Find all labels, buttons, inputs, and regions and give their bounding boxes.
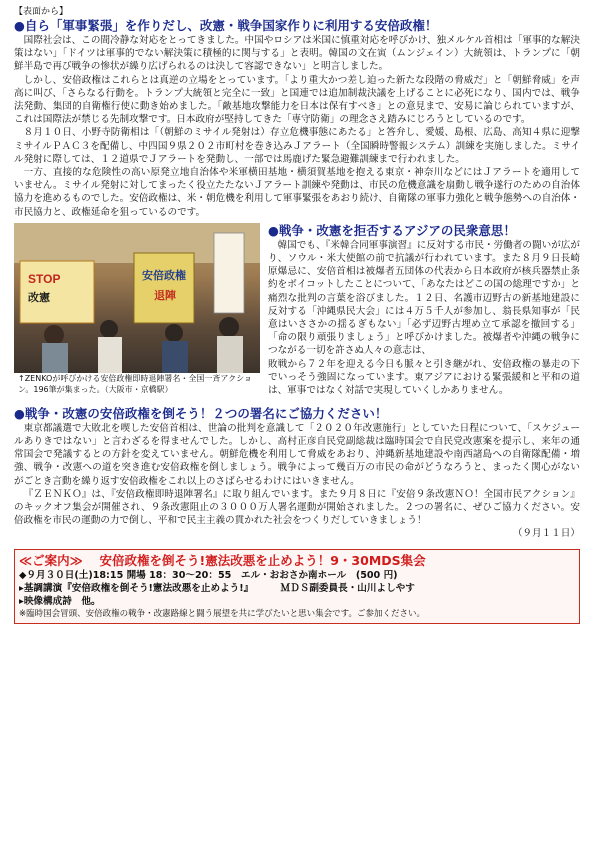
sign-board (134, 253, 194, 323)
paragraph: 国際社会は、この間冷静な対応をとってきました。中国やロシアは米国に慎重対応を呼びかけ、独メルケル首相は「軍事的な解決策はない」「ドイツは軍事的でない解決策に積極的に関与する」と表明。韓国の文在寅（ムンジェイン）大統領は、トランプに「朝鮮半島で再び戦争の惨状が繰り広げられるのは決して容認できない」と明言しました。 (14, 35, 580, 73)
photo-section (14, 223, 580, 403)
event-banner (14, 549, 580, 624)
paragraph: 一方、直接的な危険性の高い原発立地自治体や米軍横田基地・横須賀基地を抱える東京・神奈川などにはＪアラートを適用していません。ミサイル発射に対してまったく役立たたないＪアラート訓練や発動は、市民の危機意識を扇動し戦争遂行のための自治体協力を進めるものでした。安倍政権は、米・朝危機を利用して軍事緊張をあおり続け、自衛隊の軍事力強化と戦争態勢への自治体・市民協力と、政権延命を狙っているのです。 (14, 167, 580, 218)
paragraph: 東京都議選で大敗北を喫した安倍首相は、世論の批判を意識して「２０２０年改憲施行」としていた日程について、「スケジュールありきではない」と言わざるを得ませんでした。しかし、高村正彦自民党副総裁は臨時国会で自民党改憲案を提示し、来年の通常国会で発議するとの方針を変えていません。朝鮮危機を利用して脅威をあおり、沖縄新基地建設や南西諸島への自衛隊配備・増強、戦争・改憲への道を突き進む安倍政権を倒しましょう。戦争によって幾百万の市民の命がどうなろうと、まったく関心がないがごとき言動を繰り返す安倍政権をこれ以上のさばらせるわけにはいきません。 (14, 422, 580, 487)
heading-asian-will: ●戦争・改憲を拒否するアジアの民衆意思！ (268, 222, 516, 238)
person-head (165, 324, 183, 342)
banner-text-2: 改憲 (28, 290, 50, 304)
protest-photo (14, 223, 260, 401)
sign-text-2: 退陣 (154, 288, 176, 302)
sign-text-1: 安倍政権 (142, 268, 186, 282)
event-title: ≪ご案内≫ 安倍政権を倒そう!憲法改悪を止めよう！9・30MDS集会 (19, 552, 426, 568)
photo-caption: ↑ZENKOが呼びかける安倍政権即時退陣署名・全国一斉アクション。196筆が集まった。（大阪市・京橋駅） (18, 373, 252, 394)
event-keynote: ▸基調講演『安倍政権を倒そう!憲法改悪を止めよう!』 ＭＤＳ副委員長・山川よしやす (19, 582, 415, 594)
person-head (44, 325, 64, 345)
photo-image (14, 223, 260, 373)
paragraph: 敗戦から７２年を迎える今日も脈々と引き継がれ、安倍政権の暴走の下でいっそう強固になっています。東アジアにおける緊張緩和と平和の道は、軍事ではなく対話で実現していくしかありません。 (268, 358, 580, 397)
page (14, 6, 580, 624)
person-body (217, 336, 243, 373)
banner-text-1: STOP (28, 271, 61, 286)
person-head (219, 317, 239, 337)
person-body (42, 343, 68, 373)
person-head (100, 320, 118, 338)
person-body (162, 341, 188, 373)
event-note: ※臨時国会冒頭、安倍政権の戦争・改憲路線と闘う展望を共に学びたいと思い集会です。ご参加ください。 (19, 608, 425, 619)
paragraph: しかし、安倍政権はこれらとは真逆の立場をとっています。「より重大かつ差し迫った新たな段階の脅威だ」と「朝鮮脅威」を声高に叫び、「さらなる行動を。トランプ大統領と完全に一致」と国連では追加制裁決議を上げることに必死になり、国内では、戦争法発動、集団的自衛権行使に動き始めました。「敵基地攻撃能力を日本は保有すべき」との意見まで、安易に論じられていますが、これは国際法が禁じる先制攻撃です。日本政府が堅持してきた「専守防衛」の理念さえ踏みにじろうとしているのです。 (14, 74, 580, 126)
person-body (98, 337, 122, 373)
paragraph: 韓国でも、『米韓合同軍事演習』に反対する市民・労働者の闘いが広がり、ソウル・米大使館の前で抗議が行われています。また８月９日長崎原爆忌に、安倍首相は被爆者五団体の代表から日本政府が核兵器禁止条約をボイコットしたことについて、「あなたはどこの国の総理ですか」と痛烈な批判の言葉を浴びました。１２日、名護市辺野古の新基地建設に反対する「沖縄県民大会」には４万５千人が参加し、翁長県知事が「民意はいささかの揺るぎもない」「必ず辺野古埋め立て承認を撤回する」「命の限り頑張りましょう」と呼びかけました。被爆者や沖縄の戦争につながる一切を許さぬ人々の意志は、 (268, 239, 580, 357)
heading-military-tension: ●自ら「軍事緊張」を作りだし、改憲・戦争国家作りに利用する安倍政権！ (14, 18, 438, 33)
heading-petition: ●戦争・改憲の安倍政権を倒そう！２つの署名にご協力ください！ (14, 405, 388, 421)
paragraph: 『ＺＥＮＫＯ』は、『安倍政権即時退陣署名』に取り組んでいます。また９月８日に『安倍９条改憲ＮＯ！全国市民アクション』のキックオフ集会が開催され、９条改憲阻止の３０００万人署名運動が開始されました。２つの署名に、ぜひご協力ください。安倍政権を市民の運動の力で倒し、平和で民主主義の貫かれた社会をつくりだしていきましょう！ (14, 488, 580, 527)
paragraph: ８月１０日、小野寺防衛相は「（朝鮮のミサイル発射は）存立危機事態にあたる」と答弁し、愛媛、島根、広島、高知４県に迎撃ミサイルＰＡＣ３を配備し、中四国９県２０２市町村を巻き込みＪアラート（全国瞬時警報システム）訓練を実施しました。ミサイル発射に際しては、１２道県でＪアラートを発動し、一部では馬鹿げた緊急避難訓練まで行われました。 (14, 127, 580, 165)
article-body-1 (14, 34, 580, 219)
vertical-sign (214, 233, 244, 313)
article-date: （９月１１日） (512, 528, 580, 540)
event-datetime: ◆９月３０日(土)18:15 開場 18：30～20：55 エル・おおさか南ホール (500 円) (19, 569, 398, 581)
article-body-4 (14, 422, 580, 528)
photo-illustration (14, 223, 260, 373)
section-tag: 【表面から】 (14, 7, 69, 17)
event-extra: ▸映像構成詩 他。 (19, 595, 101, 607)
